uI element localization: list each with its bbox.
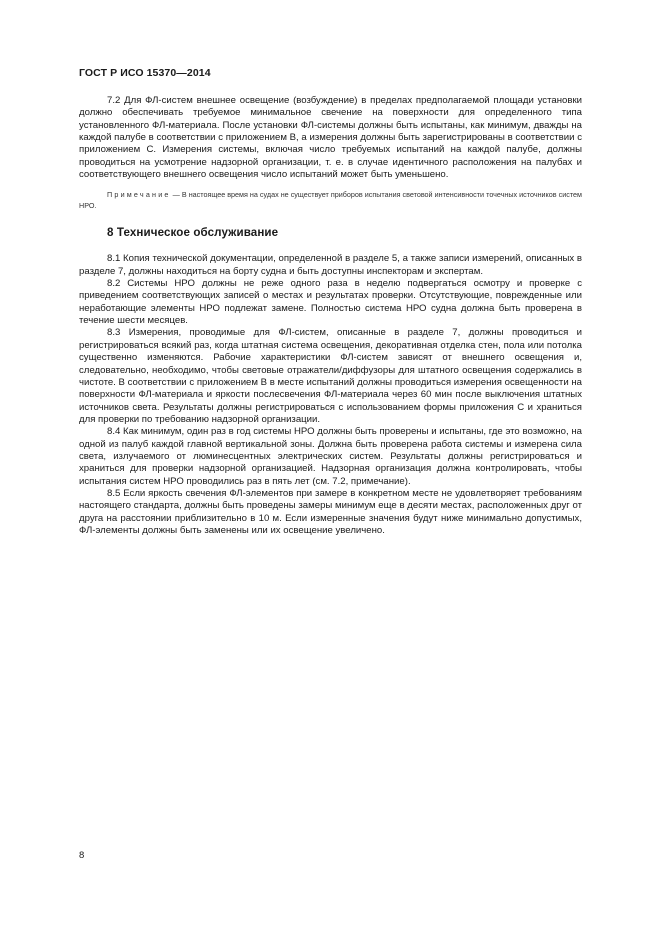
paragraph-7-2: 7.2 Для ФЛ-систем внешнее освещение (возбуждение) в пределах предполагаемой площади установки должно обеспечивать требуемое минимальное свечение на поверхности для определенного типа установленного ФЛ-материала. После установки ФЛ-системы должны быть испытаны, как минимум, дважды на каждой палубе в соответствии с приложением В, а измерения должны быть зарегистрированы в соответствии с приложением С. Измерения системы, включая число требуемых испытаний на каждой палубе, должны проводиться на усмотрение надзорной организации, т. е. в случае идентичного расположения на палубах и соответствующего внешнего освещения число испытаний может быть уменьшено.	[79, 95, 582, 181]
document-header: ГОСТ Р ИСО 15370—2014	[79, 67, 211, 79]
page-number: 8	[79, 850, 85, 861]
document-body	[79, 95, 582, 537]
paragraph-8-1: 8.1 Копия технической документации, определенной в разделе 5, а также записи измерений, описанных в разделе 7, должны находиться на борту судна и быть доступны инспекторам и экспертам.	[79, 253, 582, 277]
paragraph-8-2: 8.2 Системы НРО должны не реже одного раза в неделю подвергаться осмотру и проверке с приведением соответствующих записей о местах и результатах проверки. Отсутствующие, поврежденные или неработающие элементы НРО подлежат замене. Полностью система НРО судна должна быть проверена в течение шести месяцев.	[79, 278, 582, 327]
paragraph-8-3: 8.3 Измерения, проводимые для ФЛ-систем, описанные в разделе 7, должны проводиться и регистрироваться всякий раз, когда штатная система освещения, декоративная отделка стен, пола или потолка существенно изменяются. Рабочие характеристики ФЛ-систем зависят от внешнего освещения и, следовательно, необходимо, чтобы световые отражатели/диффузоры для штатного освещения содержались в чистоте. В соответствии с приложением В в месте испытаний должны проводиться измерения освещенности на поверхности ФЛ-материала и яркости послесвечения ФЛ-материала через 60 мин после выключения штатных источников света. Результаты должны регистрироваться с использованием формы приложения С и храниться для проверки по требованию надзорной организации.	[79, 327, 582, 425]
note	[79, 190, 582, 211]
paragraph-8-4: 8.4 Как минимум, один раз в год системы НРО должны быть проверены и испытаны, где это возможно, на одной из палуб каждой главной вертикальной зоны. Должна быть проверена работа системы и измерена сила света, излучаемого от люминесцентных электрических систем. Результаты должны регистрироваться и храниться для проверки надзорной организацией. Надзорная организация должна контролировать, чтобы испытания систем НРО проводились раз в пять лет (см. 7.2, примечание).	[79, 426, 582, 487]
section-title-8: 8 Техническое обслуживание	[107, 226, 279, 240]
paragraph-8-5: 8.5 Если яркость свечения ФЛ-элементов при замере в конкретном месте не удовлетворяет требованиям настоящего стандарта, должны быть проведены замеры минимум еще в десяти местах, расположенных друг от друга на расстоянии приблизительно в 10 м. Если измеренные значения будут ниже минимально допустимых, ФЛ-элементы должны быть заменены или их освещение увеличено.	[79, 487, 582, 536]
note-text: — В настоящее время на судах не существует приборов испытания световой интенсивности точечных источников систем НРО.	[79, 190, 582, 210]
note-label: Примечание	[107, 190, 171, 200]
